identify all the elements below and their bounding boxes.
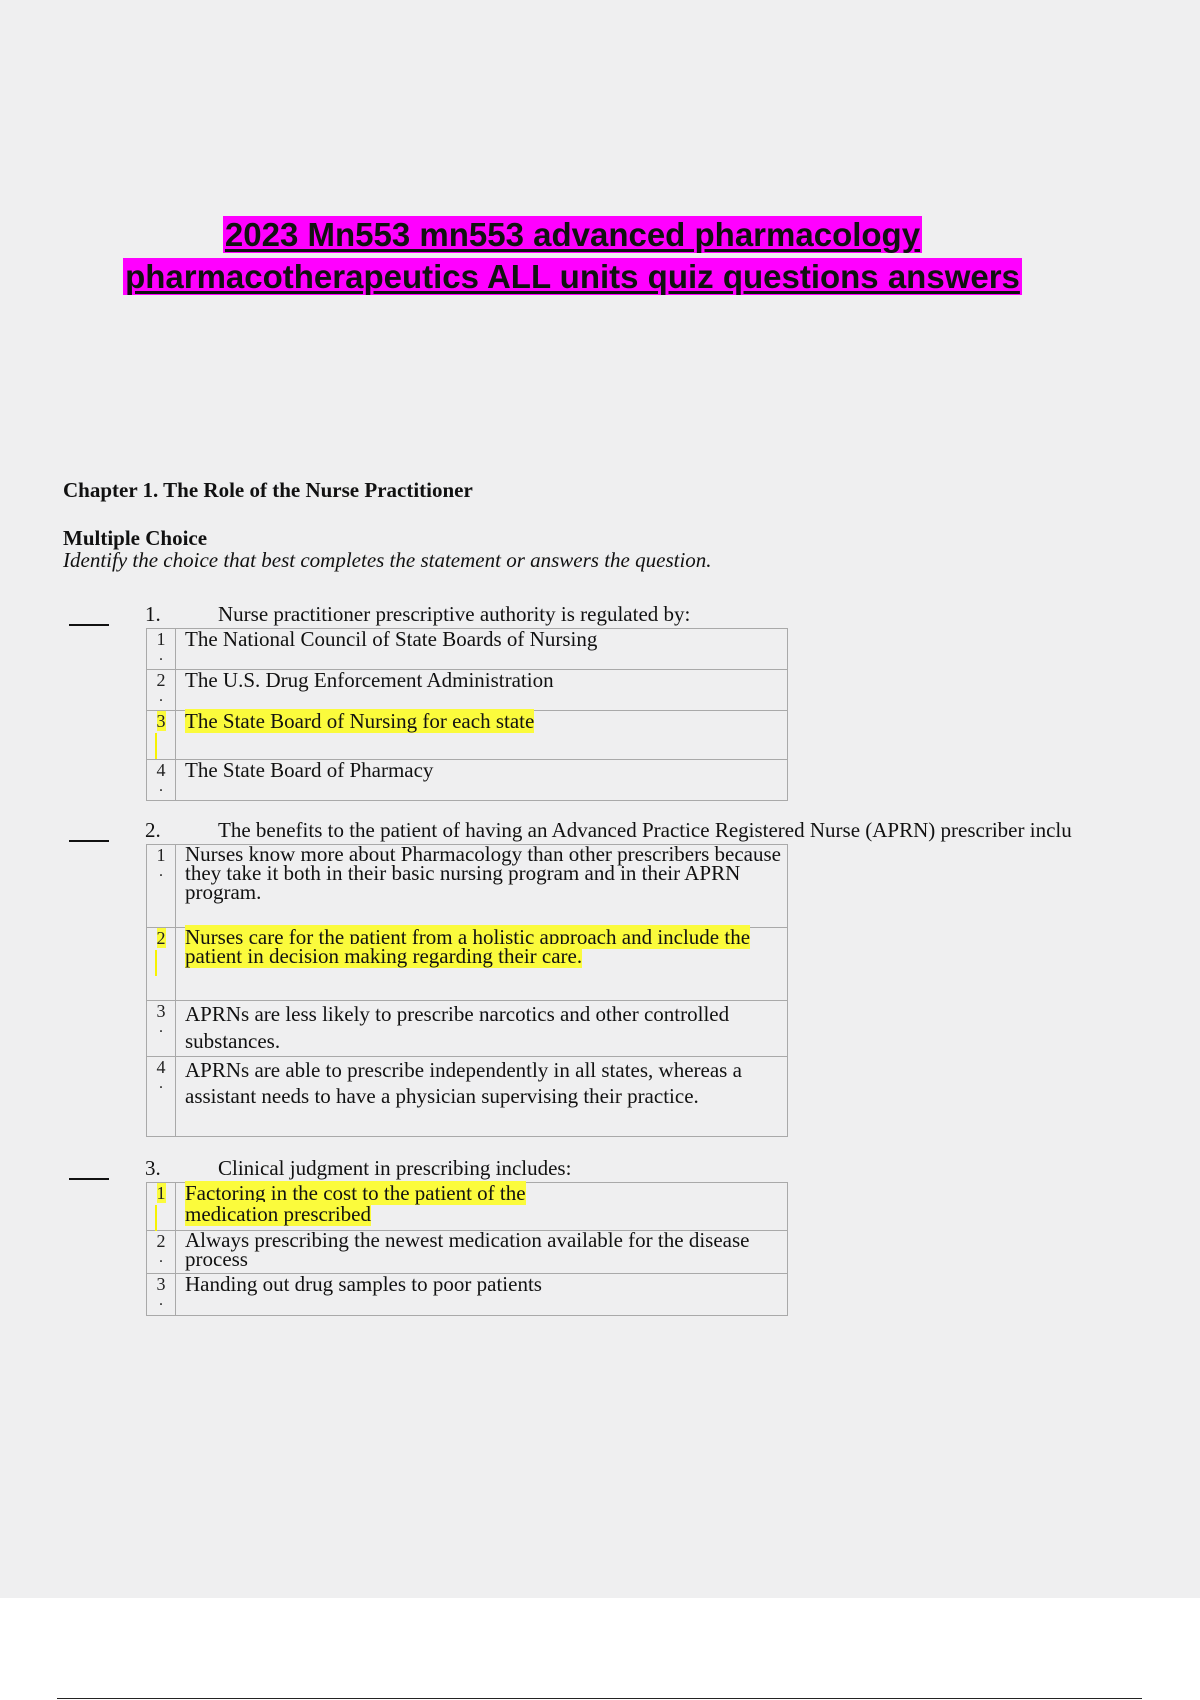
question-text: The benefits to the patient of having an Advanced Practice Registered Nurse (APRN) prescriber inclu: [218, 818, 1072, 842]
choice-text: Nurses know more about Pharmacology than other prescribers because they take it both in their basic nursing program and in their APRN program.: [176, 845, 788, 928]
choice-row[interactable]: [147, 1001, 788, 1057]
choice-row[interactable]: [147, 928, 788, 1001]
instructions-text: Identify the choice that best completes the statement or answers the question.: [63, 548, 712, 572]
title-line-1: 2023 Mn553 mn553 advanced pharmacology: [224, 216, 921, 253]
highlighted-answer: Factoring in the cost to the patient of the medication prescribed: [185, 1181, 526, 1226]
document-title: [0, 214, 1145, 298]
choice-number: 4 .: [147, 1057, 176, 1137]
choice-text: APRNs are able to prescribe independently in all states, whereas a assistant needs to have a physician supervising their practice.: [176, 1057, 788, 1137]
answer-blank[interactable]: [69, 624, 109, 626]
choice-number: 3 .: [147, 1001, 176, 1057]
choice-number: 3: [147, 711, 176, 760]
choice-row[interactable]: [147, 629, 788, 670]
title-line-2: pharmacotherapeutics ALL units quiz questions answers: [125, 258, 1020, 295]
choice-text: Always prescribing the newest medication available for the disease process: [176, 1231, 788, 1274]
answer-blank[interactable]: [69, 840, 109, 842]
choice-row[interactable]: [147, 760, 788, 801]
choices-table: [146, 844, 788, 1137]
choices-table: [146, 1182, 788, 1316]
choice-number: 1 .: [147, 629, 176, 670]
choice-number: 2: [147, 928, 176, 1001]
section-heading: Multiple Choice: [63, 526, 208, 550]
question-text: Nurse practitioner prescriptive authority is regulated by:: [218, 602, 691, 626]
question-number: 1.: [145, 602, 161, 626]
choice-text: APRNs are less likely to prescribe narcotics and other controlled substances.: [176, 1001, 788, 1057]
choice-number: 3 .: [147, 1274, 176, 1316]
choice-row[interactable]: [147, 845, 788, 928]
choice-row[interactable]: [147, 670, 788, 711]
highlighted-answer: Nurses care for the patient from a holistic approach and include the patient in decision making regarding their care.: [185, 925, 751, 968]
question-text: Clinical judgment in prescribing includes:: [218, 1156, 572, 1180]
choice-number: 1 .: [147, 845, 176, 928]
highlighted-answer: The State Board of Nursing for each state: [185, 709, 535, 733]
question-number: 3.: [145, 1156, 161, 1180]
choice-text: [176, 925, 788, 1001]
choice-text: [176, 711, 788, 760]
footer-divider: [57, 1698, 1142, 1699]
answer-blank[interactable]: [69, 1178, 109, 1180]
choice-text: [176, 1183, 788, 1231]
choice-text: The U.S. Drug Enforcement Administration: [176, 670, 788, 711]
choice-row[interactable]: [147, 711, 788, 760]
choices-table: [146, 628, 788, 801]
choice-number: 4 .: [147, 760, 176, 801]
choice-text: The National Council of State Boards of Nursing: [176, 629, 788, 670]
choice-text: The State Board of Pharmacy: [176, 760, 788, 801]
choice-number: 1: [147, 1183, 176, 1231]
choice-row[interactable]: [147, 1057, 788, 1137]
chapter-heading: Chapter 1. The Role of the Nurse Practitioner: [63, 478, 473, 502]
choice-number: 2 .: [147, 1231, 176, 1274]
choice-row[interactable]: [147, 1231, 788, 1274]
choice-number: 2 .: [147, 670, 176, 711]
choice-row[interactable]: [147, 1183, 788, 1231]
question-number: 2.: [145, 818, 161, 842]
choice-text: Handing out drug samples to poor patients: [176, 1274, 788, 1316]
choice-row[interactable]: [147, 1274, 788, 1316]
